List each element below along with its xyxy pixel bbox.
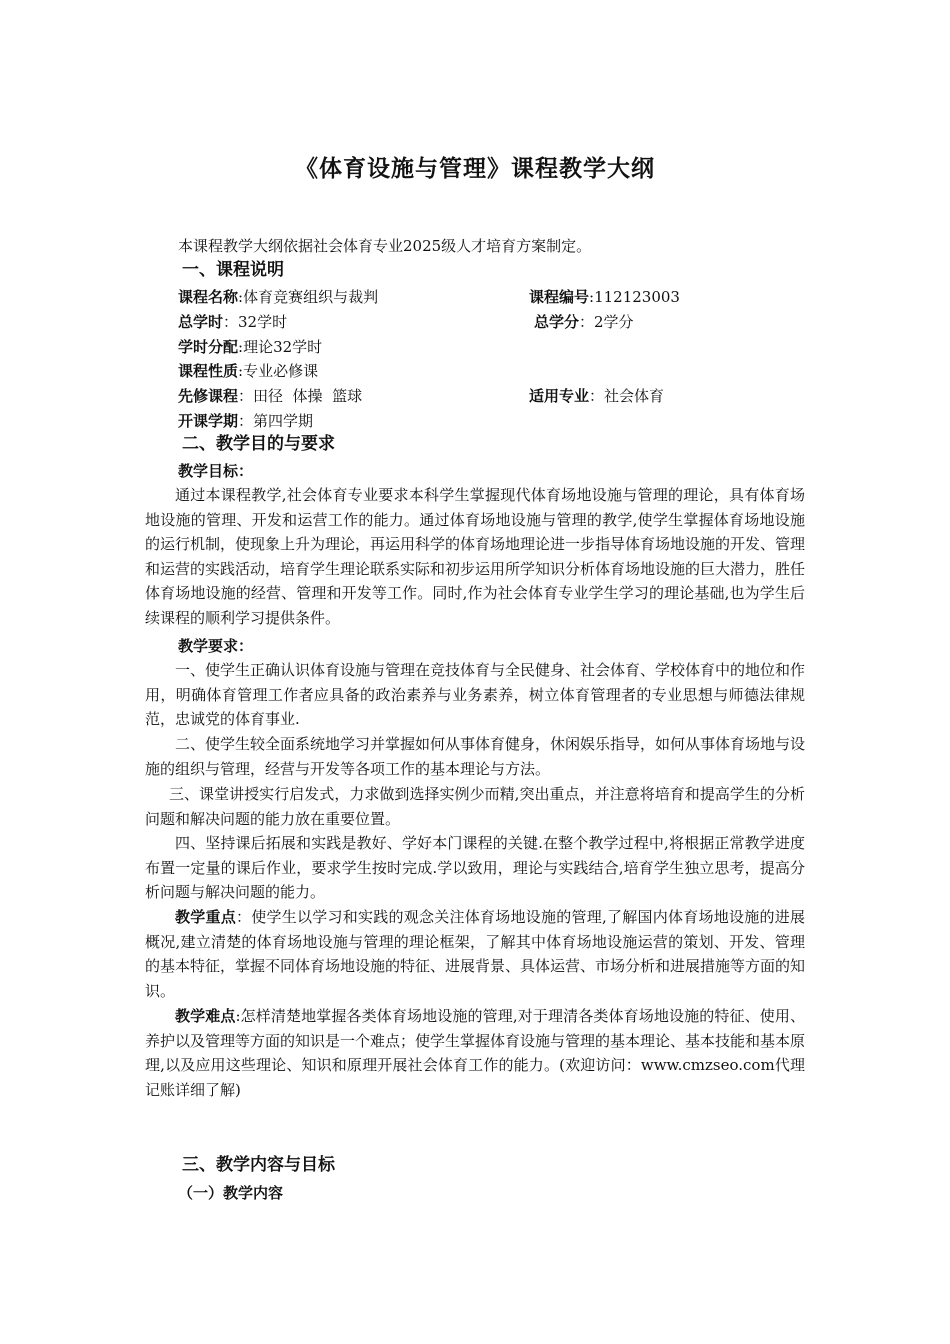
teaching-requirements-label: 教学要求： (178, 637, 254, 655)
major-value: ：社会体育 (589, 387, 665, 405)
course-name-value: :体育竞赛组织与裁判 (238, 288, 379, 306)
section2-heading: 二、教学目的与要求 (182, 434, 335, 454)
course-nature-row (178, 361, 318, 381)
course-name-row (178, 287, 378, 307)
nature-label: 课程性质 (178, 362, 239, 380)
teaching-goal-paragraph: 通过本课程教学,社会体育专业要求本科学生掌握现代体育场地设施与管理的理论，具有体育场地设施的管理、开发和运营工作的能力。通过体育场地设施与管理的教学,使学生掌握体育场地设施的运行机制，使现象上升为理论，再运用科学的体育场地理论进一步指导体育场地设施的开发、管理和运营的实践活动，培育学生理论联系实际和初步运用所学知识分析体育场地设施的巨大潜力，胜任体育场地设施的经营、管理和开发等工作。同时,作为社会体育专业学生学习的理论基础,也为学生后续课程的顺利学习提供条件。 (145, 486, 806, 627)
course-code-label: 课程编号 (529, 288, 590, 306)
teaching-focus-label: 教学重点 (175, 908, 236, 926)
section3-subheading: （一）教学内容 (178, 1184, 284, 1202)
section3-heading: 三、教学内容与目标 (182, 1155, 335, 1175)
total-hours-value: ：32学时 (223, 313, 288, 331)
semester-label: 开课学期 (178, 412, 239, 430)
course-code-row (529, 287, 680, 307)
prereq-label: 先修课程 (178, 387, 239, 405)
teaching-focus-text: ：使学生以学习和实践的观念关注体育场地设施的管理,了解国内体育场地设施的进展概况,建立清楚的体育场地设施与管理的理论框架，了解其中体育场地设施运营的策划、开发、管理的基本特征，掌握不同体育场地设施的特征、进展背景、具体运营、市场分析和进展措施等方面的知识。 (145, 908, 806, 1000)
teaching-difficulty-paragraph (145, 1004, 805, 1102)
major-label: 适用专业 (529, 387, 590, 405)
requirement-4: 四、坚持课后拓展和实践是教好、学好本门课程的关键.在整个教学过程中,将根据正常教学进度布置一定量的课后作业，要求学生按时完成.学以致用，理论与实践结合,培育学生独立思考，提高分析问题与解决问题的能力。 (145, 834, 805, 902)
teaching-focus-paragraph (145, 905, 805, 1003)
requirement-3: 三、课堂讲授实行启发式，力求做到选择实例少而精,突出重点，并注意将培育和提高学生的分析问题和解决问题的能力放在重要位置。 (145, 785, 805, 828)
total-hours-label: 总学时 (178, 313, 224, 331)
semester-value: ：第四学期 (238, 412, 314, 430)
applicable-major-row (529, 386, 664, 406)
requirement-2: 二、使学生较全面系统地学习并掌握如何从事体育健身，休闲娱乐指导，如何从事体育场地与设施的组织与管理，经营与开发等各项工作的基本理论与方法。 (145, 735, 806, 778)
total-credits-label: 总学分 (534, 313, 580, 331)
course-name-label: 课程名称 (178, 288, 239, 306)
hour-distribution-row (178, 337, 322, 357)
nature-value: :专业必修课 (238, 362, 319, 380)
total-credits-value: ：2学分 (579, 313, 634, 331)
hour-dist-label: 学时分配 (178, 338, 239, 356)
prerequisite-row (178, 386, 362, 406)
requirement-1: 一、使学生正确认识体育设施与管理在竞技体育与全民健身、社会体育、学校体育中的地位和作用，明确体育管理工作者应具备的政治素养与业务素养，树立体育管理者的专业思想与师德法律规范，忠诚党的体育事业. (145, 661, 806, 729)
hour-dist-value: :理论32学时 (238, 338, 323, 356)
prereq-value: ：田径 体操 篮球 (238, 387, 363, 405)
section1-heading: 一、课程说明 (182, 260, 284, 280)
total-credits-row (534, 312, 634, 332)
course-code-value: :112123003 (589, 288, 680, 306)
teaching-difficulty-text: :怎样清楚地掌握各类体育场地设施的管理,对于理清各类体育场地设施的特征、使用、养护以及管理等方面的知识是一个难点；使学生掌握体育设施与管理的基本理论、基本技能和基本原理,以及应用这些理论、知识和原理开展社会体育工作的能力。(欢迎访问：www.cmzseo.com代理记账详细了解) (145, 1007, 806, 1099)
document-title: 《体育设施与管理》课程教学大纲 (295, 156, 655, 182)
teaching-difficulty-label: 教学难点 (175, 1007, 236, 1025)
total-hours-row (178, 312, 287, 332)
intro-text: 本课程教学大纲依据社会体育专业2025级人才培育方案制定。 (178, 237, 592, 255)
teaching-goal-label: 教学目标： (178, 462, 254, 480)
semester-row (178, 411, 313, 431)
